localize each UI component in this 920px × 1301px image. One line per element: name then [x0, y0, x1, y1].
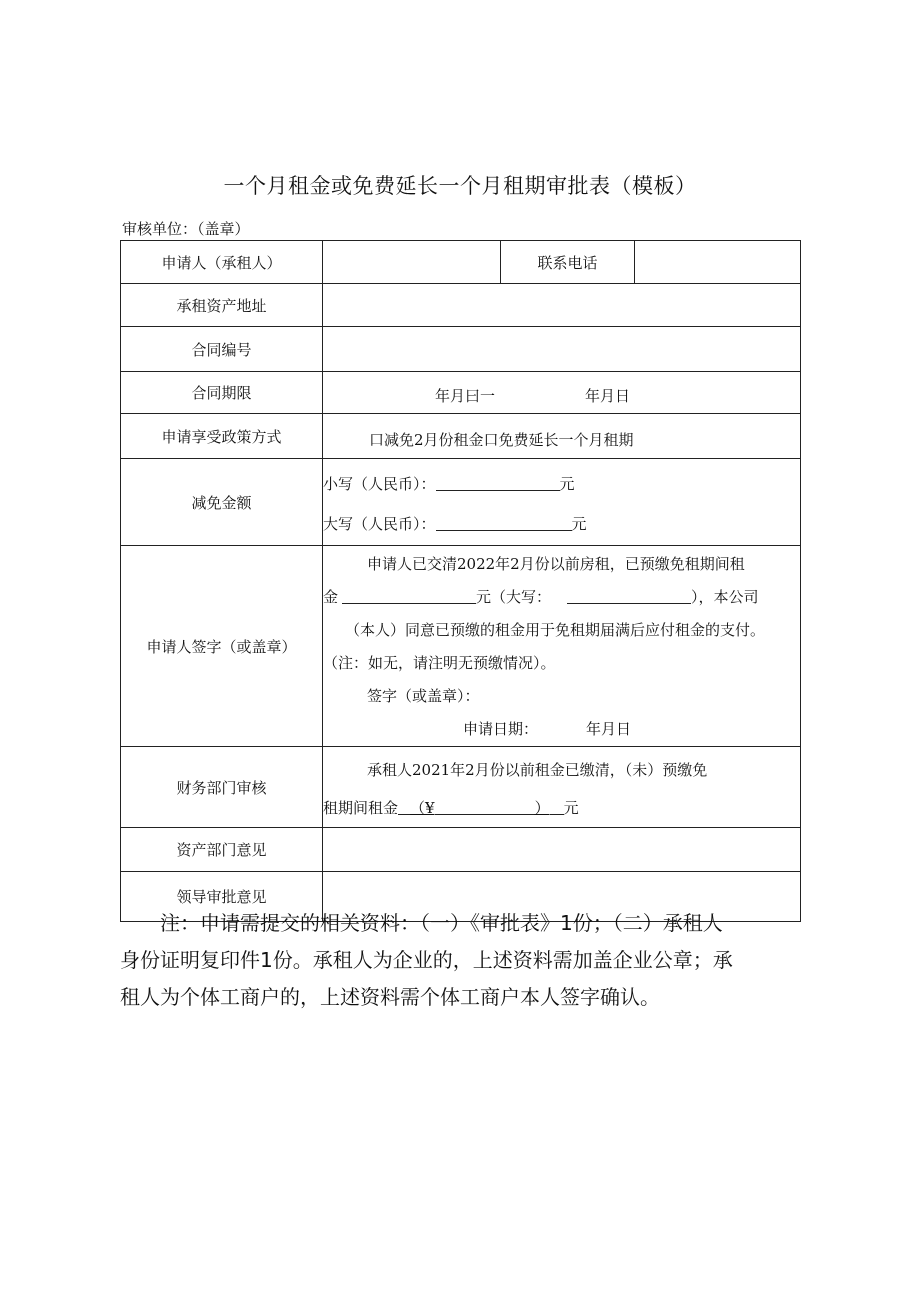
policy-label: 申请享受政策方式 [121, 414, 323, 459]
amount-big-prefix: 大写（人民币）： [323, 515, 436, 533]
asset-dept-field[interactable] [323, 828, 801, 872]
applicant-label: 申请人（承租人） [121, 241, 323, 284]
amount-small-blank[interactable] [436, 475, 560, 491]
sign-line-2-a: 金 [323, 588, 339, 606]
note-paragraph [120, 905, 810, 1016]
phone-field[interactable] [635, 241, 801, 284]
contract-term-label: 合同期限 [121, 372, 323, 414]
sign-field[interactable] [323, 546, 801, 747]
amount-label: 减免金额 [121, 459, 323, 546]
note-line-3: 租人为个体工商户的，上述资料需个体工商户本人签字确认。 [120, 985, 660, 1009]
amount-big-suffix: 元 [571, 515, 587, 533]
policy-row [121, 414, 801, 459]
contract-term-field[interactable] [323, 372, 801, 414]
amount-small-prefix: 小写（人民币）： [323, 475, 436, 493]
contract-no-row [121, 327, 801, 372]
sign-label: 申请人签字（或盖章） [121, 546, 323, 747]
finance-line-2-c: ） [534, 799, 550, 817]
sign-line-2-b: 元（大写： [476, 588, 552, 606]
finance-line-2-b: （¥ [410, 799, 435, 817]
amount-small-suffix: 元 [559, 475, 575, 493]
sign-line-4: （注：如无，请注明无预缴情况）。 [323, 654, 556, 672]
note-line-2: 身份证明复印件1份。承租人为企业的，上述资料需加盖企业公章；承 [120, 948, 733, 972]
review-unit-label: 审核单位：（盖章） [122, 220, 250, 238]
finance-line-2-d: 元 [563, 799, 579, 817]
finance-row [121, 747, 801, 828]
contract-term-start: 年月曰一 [435, 387, 496, 405]
address-label: 承租资产地址 [121, 284, 323, 327]
address-row [121, 284, 801, 327]
contract-no-field[interactable] [323, 327, 801, 372]
prepaid-amount-words-blank[interactable] [567, 588, 691, 604]
phone-label: 联系电话 [501, 241, 635, 284]
finance-underline-a [398, 799, 410, 815]
amount-row [121, 459, 801, 546]
prepaid-amount-blank[interactable] [342, 588, 476, 604]
finance-field[interactable] [323, 747, 801, 828]
note-line-1: 注：申请需提交的相关资料：（一）《审批表》1份；（二）承租人 [160, 911, 723, 935]
amount-big-blank[interactable] [436, 515, 572, 531]
applicant-row [121, 241, 801, 284]
sign-line-3: （本人）同意已预缴的租金用于免租期届满后应付租金的支付。 [345, 621, 766, 639]
finance-line-2-a: 租期间租金 [323, 799, 399, 817]
sign-row [121, 546, 801, 747]
sign-line-5: 签字（或盖章）： [367, 687, 480, 705]
leader-label: 领导审批意见 [121, 872, 323, 922]
finance-line-1: 承租人2021年2月份以前租金已缴清，（未）预缴免 [367, 761, 708, 779]
applicant-field[interactable] [323, 241, 501, 284]
sign-line-1: 申请人已交清2022年2月份以前房租，已预缴免租期间租 [367, 555, 745, 573]
contract-no-label: 合同编号 [121, 327, 323, 372]
contract-term-end: 年月日 [585, 387, 631, 405]
approval-form-table [120, 240, 801, 922]
finance-amount-blank[interactable] [435, 799, 535, 815]
asset-dept-label: 资产部门意见 [121, 828, 323, 872]
finance-label: 财务部门审核 [121, 747, 323, 828]
sign-date-label: 申请日期： [463, 720, 539, 738]
amount-field[interactable] [323, 459, 801, 546]
address-field[interactable] [323, 284, 801, 327]
policy-options: 口减免2月份租金口免费延长一个月租期 [369, 430, 634, 449]
policy-field[interactable] [323, 414, 801, 459]
document-title: 一个月租金或免费延长一个月租期审批表（模板） [223, 174, 697, 198]
sign-line-2-c: ），本公司 [691, 588, 759, 606]
finance-underline-b [550, 799, 564, 815]
contract-term-row [121, 372, 801, 414]
sign-date-value: 年月日 [586, 720, 632, 738]
asset-dept-row [121, 828, 801, 872]
